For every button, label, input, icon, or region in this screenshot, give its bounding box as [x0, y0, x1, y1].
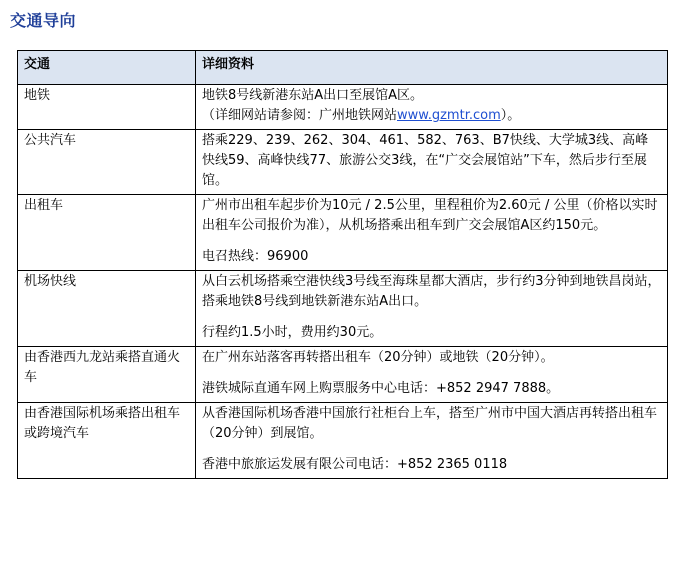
row-detail	[196, 271, 668, 347]
row-mode: 出租车	[18, 195, 196, 271]
metro-website-link[interactable]: www.gzmtr.com	[397, 108, 501, 123]
transport-table	[17, 50, 668, 479]
row-mode: 由香港国际机场乘搭出租车或跨境汽车	[18, 403, 196, 479]
row-mode: 地铁	[18, 85, 196, 130]
table-row-metro	[18, 85, 668, 130]
detail-text-duration: 行程约1.5小时，费用约30元。	[202, 325, 383, 340]
website-suffix: ）。	[500, 108, 521, 123]
row-detail	[196, 195, 668, 271]
table-row-taxi	[18, 195, 668, 271]
table-row-hk-airport	[18, 403, 668, 479]
header-mode: 交通	[18, 51, 196, 85]
detail-text: 地铁8号线新港东站A出口至展馆A区。	[202, 88, 424, 103]
row-detail	[196, 85, 668, 130]
page-title: 交通导向	[10, 11, 77, 30]
row-detail	[196, 130, 668, 195]
website-prefix: （详细网站请参阅：广州地铁网站	[202, 108, 398, 123]
detail-text: 从香港国际机场香港中国旅行社柜台上车，搭至广州市中国大酒店再转搭出租车（20分钟）到展馆。	[202, 406, 658, 441]
row-detail	[196, 403, 668, 479]
detail-text: 从白云机场搭乘空港快线3号线至海珠星都大酒店，步行约3分钟到地铁昌岗站，搭乘地铁8号线到地铁新港东站A出口。	[202, 274, 661, 309]
detail-text-phone: 港铁城际直通车网上购票服务中心电话：+852 2947 7888。	[202, 381, 560, 396]
row-detail	[196, 347, 668, 403]
detail-text: 在广州东站落客再转搭出租车（20分钟）或地铁（20分钟）。	[202, 350, 554, 365]
table-row-bus	[18, 130, 668, 195]
table-row-airport-express	[18, 271, 668, 347]
detail-text-hotline: 电召热线：96900	[202, 249, 309, 264]
table-row-hk-train	[18, 347, 668, 403]
detail-text: 广州市出租车起步价为10元 / 2.5公里，里程租价为2.60元 / 公里（价格以实时出租车公司报价为准），从机场搭乘出租车到广交会展馆A区约150元。	[202, 198, 658, 233]
row-mode: 公共汽车	[18, 130, 196, 195]
detail-text-website	[202, 106, 661, 126]
detail-text: 搭乘229、239、262、304、461、582、763、B7快线、大学城3线、高峰快线59、高峰快线77、旅游公交3线，在“广交会展馆站”下车，然后步行至展馆。	[202, 133, 649, 188]
header-detail: 详细资料	[196, 51, 668, 85]
table-header-row	[18, 51, 668, 85]
row-mode: 机场快线	[18, 271, 196, 347]
row-mode: 由香港西九龙站乘搭直通火车	[18, 347, 196, 403]
detail-text-phone: 香港中旅旅运发展有限公司电话：+852 2365 0118	[202, 457, 508, 472]
